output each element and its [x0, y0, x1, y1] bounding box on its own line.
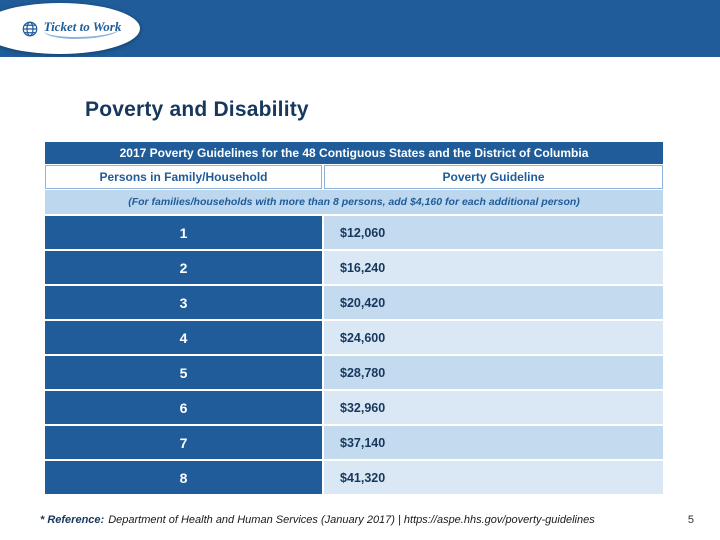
persons-cell: 3: [45, 286, 322, 319]
table-row: [45, 461, 663, 494]
header-bar: [0, 0, 720, 57]
table-row: [45, 391, 663, 424]
guideline-cell: $24,600: [324, 321, 663, 354]
guideline-cell: $16,240: [324, 251, 663, 284]
guideline-cell: $41,320: [324, 461, 663, 494]
persons-cell: 8: [45, 461, 322, 494]
table-row: [45, 216, 663, 249]
table-row: [45, 286, 663, 319]
table-row: [45, 251, 663, 284]
table-row: [45, 356, 663, 389]
column-header-guideline: Poverty Guideline: [324, 165, 663, 189]
logo-text: Ticket to Work: [44, 19, 122, 39]
guideline-cell: $32,960: [324, 391, 663, 424]
persons-cell: 4: [45, 321, 322, 354]
guideline-cell: $37,140: [324, 426, 663, 459]
persons-cell: 6: [45, 391, 322, 424]
table-row: [45, 426, 663, 459]
reference-text: Department of Health and Human Services (January 2017) | https://aspe.hhs.gov/poverty-guidelines: [108, 514, 595, 526]
persons-cell: 7: [45, 426, 322, 459]
page-title: Poverty and Disability: [85, 98, 309, 121]
guideline-cell: $20,420: [324, 286, 663, 319]
poverty-guidelines-table: [45, 142, 663, 494]
table-header-row: [45, 165, 663, 189]
guideline-cell: $12,060: [324, 216, 663, 249]
globe-icon: [21, 20, 39, 38]
page-number: 5: [687, 514, 694, 526]
footer-reference: [40, 514, 595, 526]
persons-cell: 5: [45, 356, 322, 389]
table-note: (For families/households with more than 8 persons, add $4,160 for each additional person): [45, 190, 663, 214]
table-title: 2017 Poverty Guidelines for the 48 Contiguous States and the District of Columbia: [45, 142, 663, 164]
reference-label: * Reference:: [40, 514, 105, 526]
table-row: [45, 321, 663, 354]
persons-cell: 2: [45, 251, 322, 284]
persons-cell: 1: [45, 216, 322, 249]
guideline-cell: $28,780: [324, 356, 663, 389]
ticket-to-work-logo: [0, 3, 140, 54]
column-header-persons: Persons in Family/Household: [45, 165, 322, 189]
